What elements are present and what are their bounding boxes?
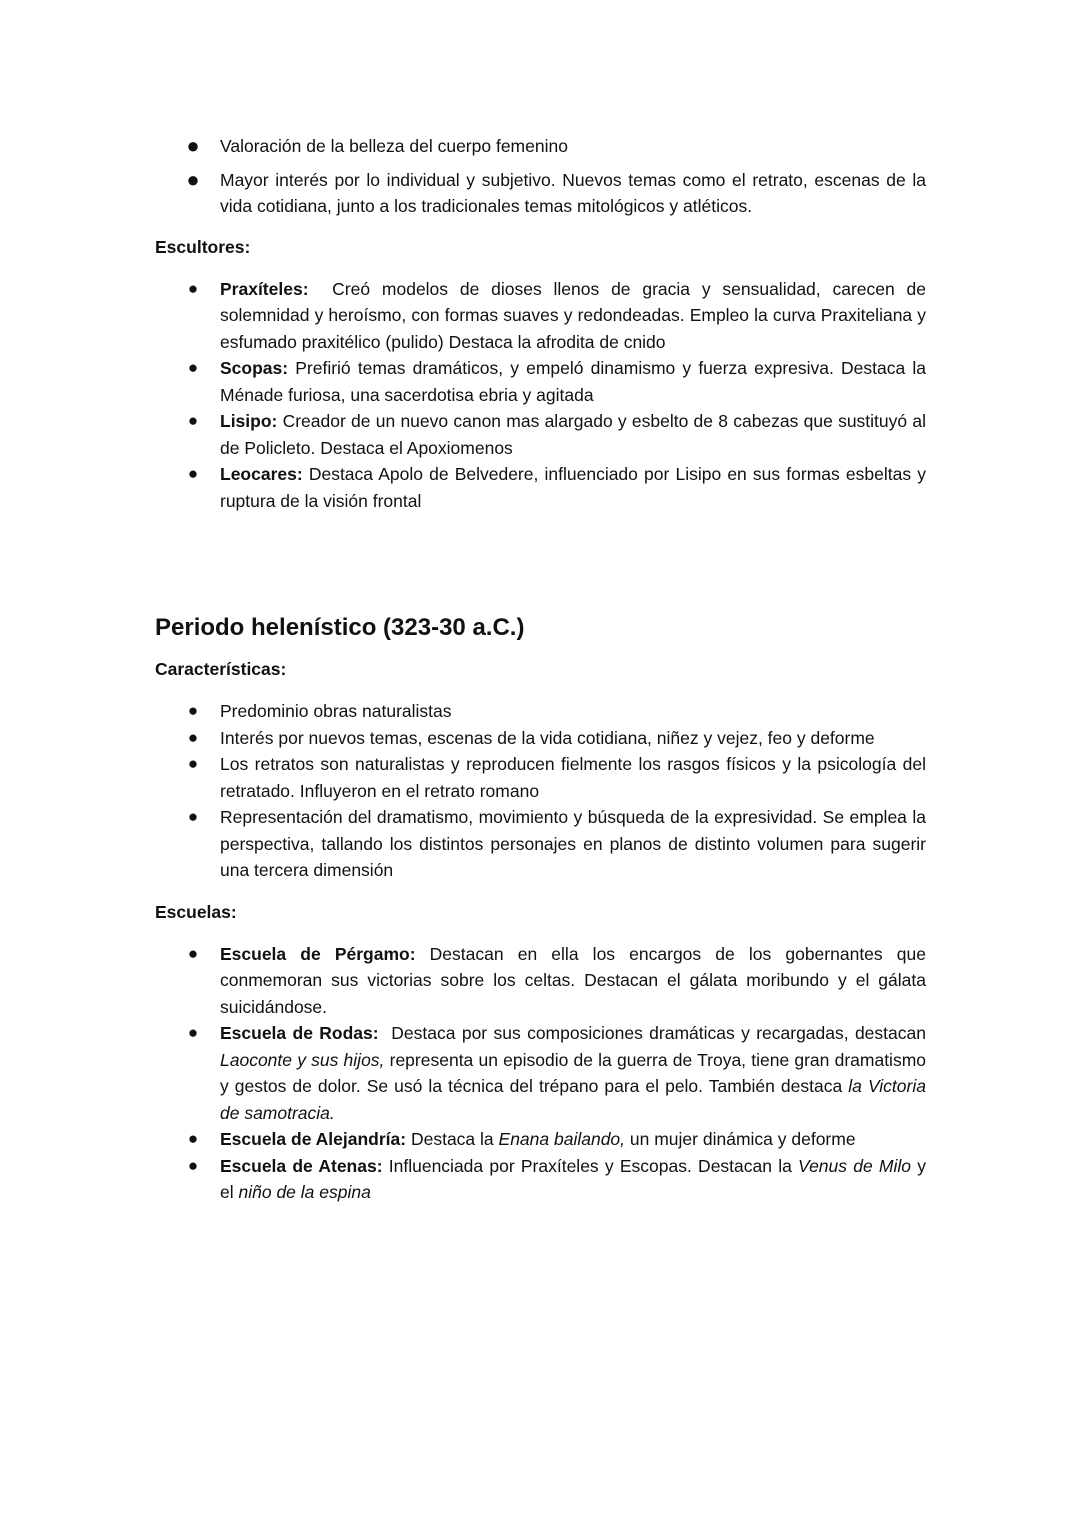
bullet-icon: ● — [187, 1023, 199, 1042]
bullet-icon: ● — [187, 278, 199, 298]
bullet-icon: ● — [187, 807, 199, 826]
bullet-icon: ● — [187, 358, 199, 377]
list-item — [155, 1020, 926, 1126]
bullet-icon: ● — [187, 464, 199, 483]
list-item — [155, 804, 926, 884]
school-name: Escuela de Pérgamo: — [220, 943, 416, 964]
school-name: Escuela de Rodas: — [220, 1023, 379, 1043]
list-item-text: Predominio obras naturalistas — [220, 701, 452, 721]
bullet-icon: ● — [187, 943, 199, 963]
sculptor-name: Scopas: — [220, 358, 289, 378]
list-item — [155, 698, 926, 725]
list-item — [155, 408, 926, 461]
school-name: Escuela de Atenas: — [220, 1155, 383, 1176]
bullet-icon: ● — [187, 701, 199, 720]
sculptor-name: Leocares: — [220, 464, 303, 484]
bullet-icon: ● — [186, 133, 200, 158]
artwork-title: Laoconte y sus hijos, — [220, 1049, 385, 1070]
list-item — [155, 355, 926, 408]
sculptor-description: Creó modelos de dioses llenos de gracia y sensualidad, carecen de solemnidad y heroísmo, con formas suaves y redondeadas. Empleo la curva Praxiteliana y esfumado praxitélico (pulido) Destaca la afrodita de cnido — [220, 278, 926, 352]
list-item-text: Valoración de la belleza del cuerpo femenino — [220, 136, 568, 156]
escultores-heading: Escultores: — [155, 236, 251, 257]
school-description: y el — [220, 1155, 926, 1202]
list-item — [155, 276, 926, 356]
artwork-title: la Victoria de samotracia. — [220, 1076, 926, 1123]
section-title: Periodo helenístico (323-30 a.C.) — [155, 614, 525, 641]
caracteristicas-heading: Características: — [155, 659, 287, 679]
list-item-text: Representación del dramatismo, movimiento y búsqueda de la expresividad. Se emplea la perspectiva, tallando los distintos personajes en planos de distinto volumen para sugerir una tercera dimensión — [220, 807, 926, 880]
sculptor-description: Destaca Apolo de Belvedere, influenciado por Lisipo en sus formas esbeltas y ruptura de la visión frontal — [220, 464, 926, 511]
bullet-icon: ● — [187, 754, 199, 773]
sculptor-name: Praxíteles: — [220, 278, 309, 299]
school-description: representa un episodio de la guerra de Troya, tiene gran dramatismo y gestos de dolor. Se usó la técnica del trépano para el pelo. También destaca — [220, 1049, 926, 1096]
list-item — [155, 133, 926, 160]
school-description: un mujer dinámica y deforme — [629, 1129, 856, 1149]
bullet-icon: ● — [187, 1129, 199, 1148]
bullet-icon: ● — [186, 166, 200, 192]
list-item — [155, 1153, 926, 1206]
school-description: Destaca la — [410, 1129, 494, 1149]
sculptor-description: Creador de un nuevo canon mas alargado y esbelto de 8 cabezas que sustituyó al de Policleto. Destaca el Apoxiomenos — [220, 411, 926, 458]
intro-list — [155, 133, 926, 220]
list-item — [155, 167, 926, 220]
sculptor-name: Lisipo: — [220, 411, 278, 431]
list-item — [155, 941, 926, 1021]
escultores-list — [155, 276, 926, 515]
artwork-title: Enana bailando, — [498, 1129, 626, 1149]
list-item — [155, 725, 926, 752]
list-item — [155, 751, 926, 804]
bullet-icon: ● — [187, 1155, 199, 1175]
escuelas-heading: Escuelas: — [155, 901, 237, 922]
artwork-title: Venus de Milo — [798, 1155, 911, 1176]
school-name: Escuela de Alejandría: — [220, 1129, 407, 1149]
list-item — [155, 461, 926, 514]
bullet-icon: ● — [187, 727, 199, 747]
school-description: Destaca por sus composiciones dramáticas y recargadas, destacan — [391, 1023, 926, 1043]
page-content — [155, 133, 926, 1206]
sculptor-description: Prefirió temas dramáticos, y empeló dinamismo y fuerza expresiva. Destaca la Ménade furiosa, una sacerdotisa ebria y agitada — [220, 358, 926, 405]
list-item — [155, 1126, 926, 1153]
school-description: Influenciada por Praxíteles y Escopas. Destacan la — [388, 1155, 792, 1176]
list-item-text: Interés por nuevos temas, escenas de la vida cotidiana, niñez y vejez, feo y deforme — [220, 727, 875, 748]
bullet-icon: ● — [187, 411, 199, 430]
list-item-text: Mayor interés por lo individual y subjetivo. Nuevos temas como el retrato, escenas de la vida cotidiana, junto a los tradicionales temas mitológicos y atléticos. — [220, 169, 926, 216]
escuelas-list — [155, 941, 926, 1206]
list-item-text: Los retratos son naturalistas y reproducen fielmente los rasgos físicos y la psicología del retratado. Influyeron en el retrato romano — [220, 754, 926, 801]
caracteristicas-list — [155, 698, 926, 884]
artwork-title: niño de la espina — [238, 1182, 371, 1202]
school-description: Destacan en ella los encargos de los gobernantes que conmemoran sus victorias sobre los celtas. Destacan el gálata moribundo y el gálata suicidándose. — [220, 943, 926, 1017]
